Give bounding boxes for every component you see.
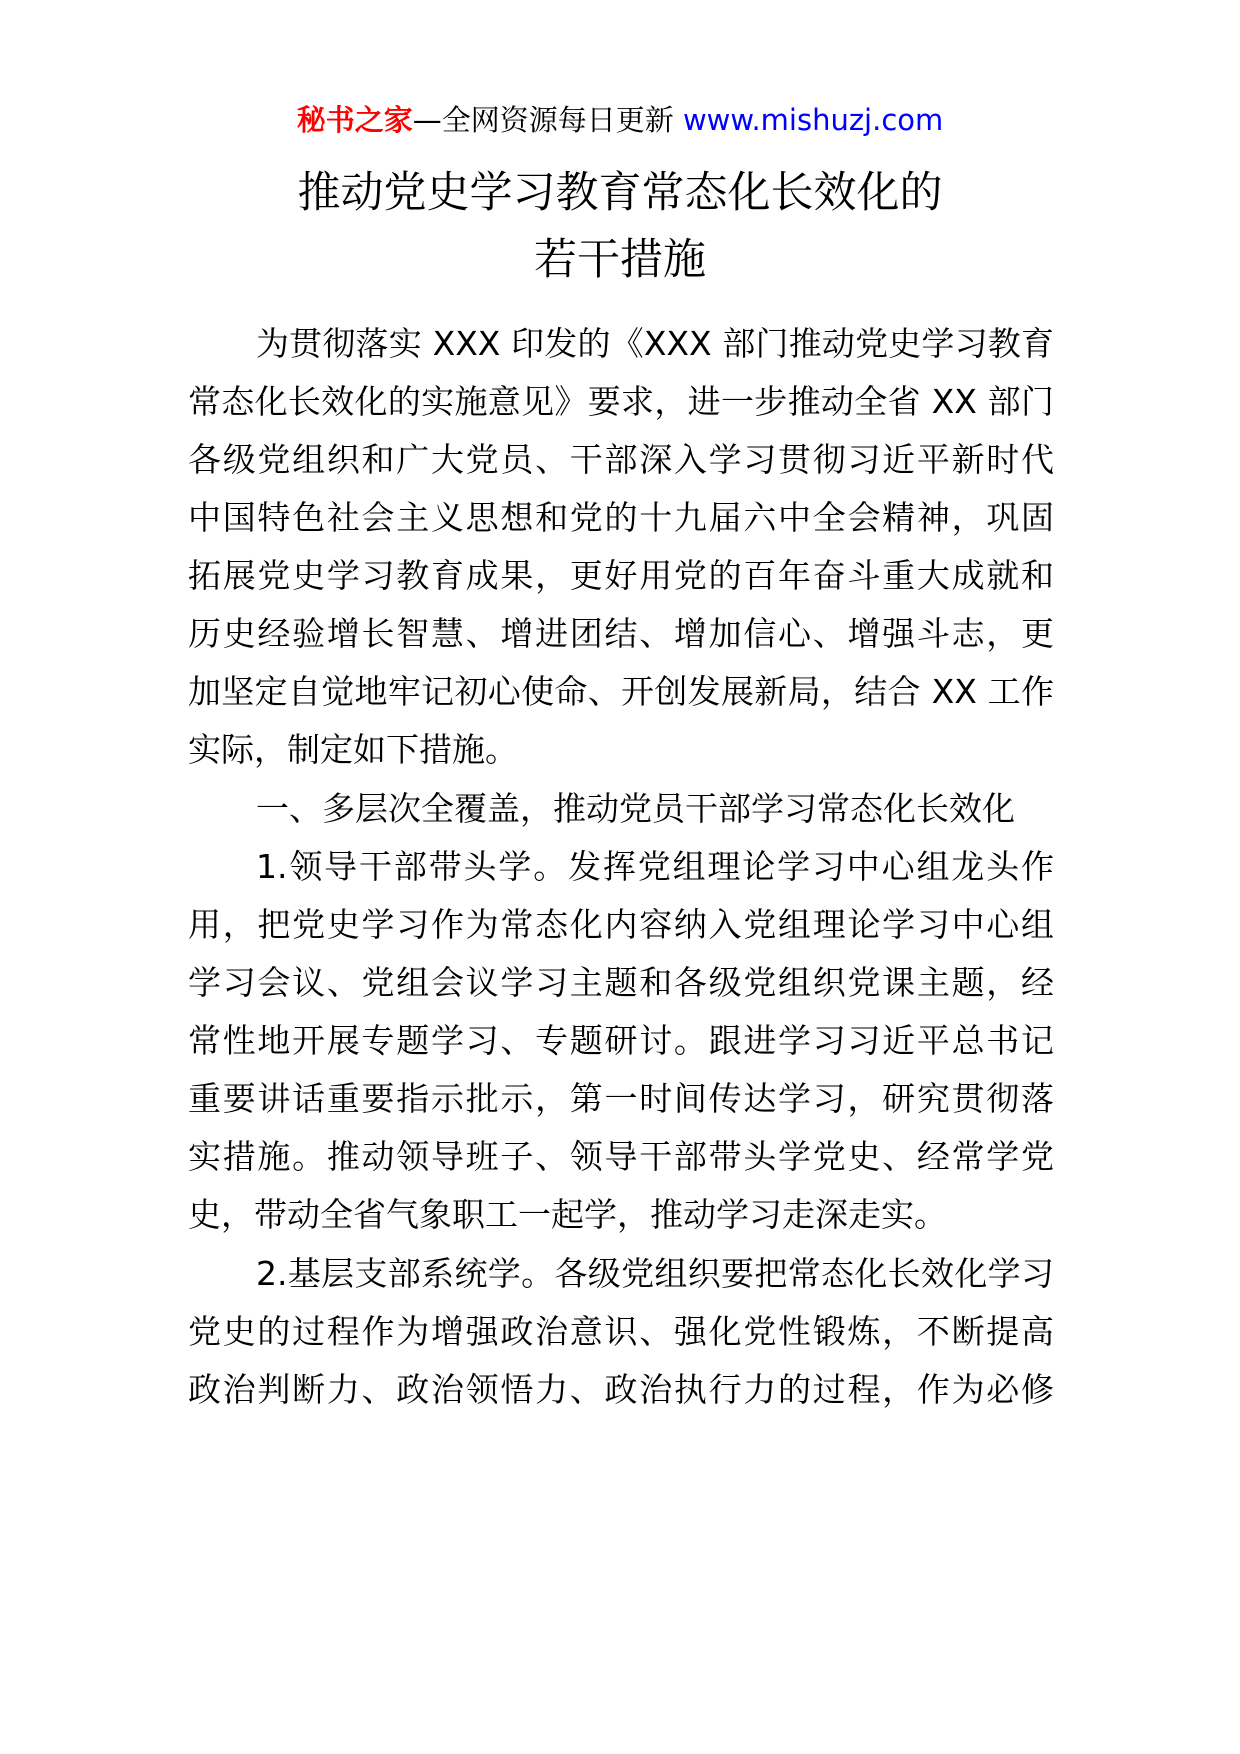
body-text-line: 拓展党史学习教育成果，更好用党的百年奋斗重大成就和 <box>188 556 1054 595</box>
document-title-line-2: 若干措施 <box>534 235 706 285</box>
body-text-line: 1.领导干部带头学。发挥党组理论学习中心组龙头作 <box>256 847 1054 886</box>
site-header <box>0 100 1240 140</box>
body-text-line: 为贯彻落实 XXX 印发的《XXX 部门推动党史学习教育 <box>256 324 1054 363</box>
body-text-line: 政治判断力、政治领悟力、政治执行力的过程，作为必修 <box>188 1370 1054 1409</box>
section-heading: 一、多层次全覆盖，推动党员干部学习常态化长效化 <box>256 789 1015 828</box>
body-text-line: 党史的过程作为增强政治意识、强化党性锻炼，不断提高 <box>188 1312 1054 1351</box>
body-text-line: 实际，制定如下措施。 <box>188 730 518 769</box>
body-text-line: 实措施。推动领导班子、领导干部带头学党史、经常学党 <box>188 1137 1054 1176</box>
body-text-line: 常性地开展专题学习、专题研讨。跟进学习习近平总书记 <box>188 1021 1054 1060</box>
body-text-line: 中国特色社会主义思想和党的十九届六中全会精神，巩固 <box>188 498 1054 537</box>
brand-name: 秘书之家 <box>296 103 413 137</box>
body-text-line: 各级党组织和广大党员、干部深入学习贯彻习近平新时代 <box>188 440 1054 479</box>
document-title-line-1: 推动党史学习教育常态化长效化的 <box>297 168 943 218</box>
body-text-line: 历史经验增长智慧、增进团结、增加信心、增强斗志，更 <box>188 614 1054 653</box>
body-text-line: 常态化长效化的实施意见》要求，进一步推动全省 XX 部门 <box>188 382 1054 421</box>
header-tagline: —全网资源每日更新 <box>412 103 674 137</box>
body-text-line: 史，带动全省气象职工一起学，推动学习走深走实。 <box>188 1195 947 1234</box>
body-text-line: 用，把党史学习作为常态化内容纳入党组理论学习中心组 <box>188 905 1054 944</box>
body-text-line: 2.基层支部系统学。各级党组织要把常态化长效化学习 <box>256 1254 1054 1293</box>
body-text-line: 加坚定自觉地牢记初心使命、开创发展新局，结合 XX 工作 <box>188 672 1054 711</box>
site-url-link[interactable]: www.mishuzj.com <box>682 103 944 137</box>
body-text-line: 重要讲话重要指示批示，第一时间传达学习，研究贯彻落 <box>188 1079 1054 1118</box>
body-text-line: 学习会议、党组会议学习主题和各级党组织党课主题，经 <box>188 963 1054 1002</box>
